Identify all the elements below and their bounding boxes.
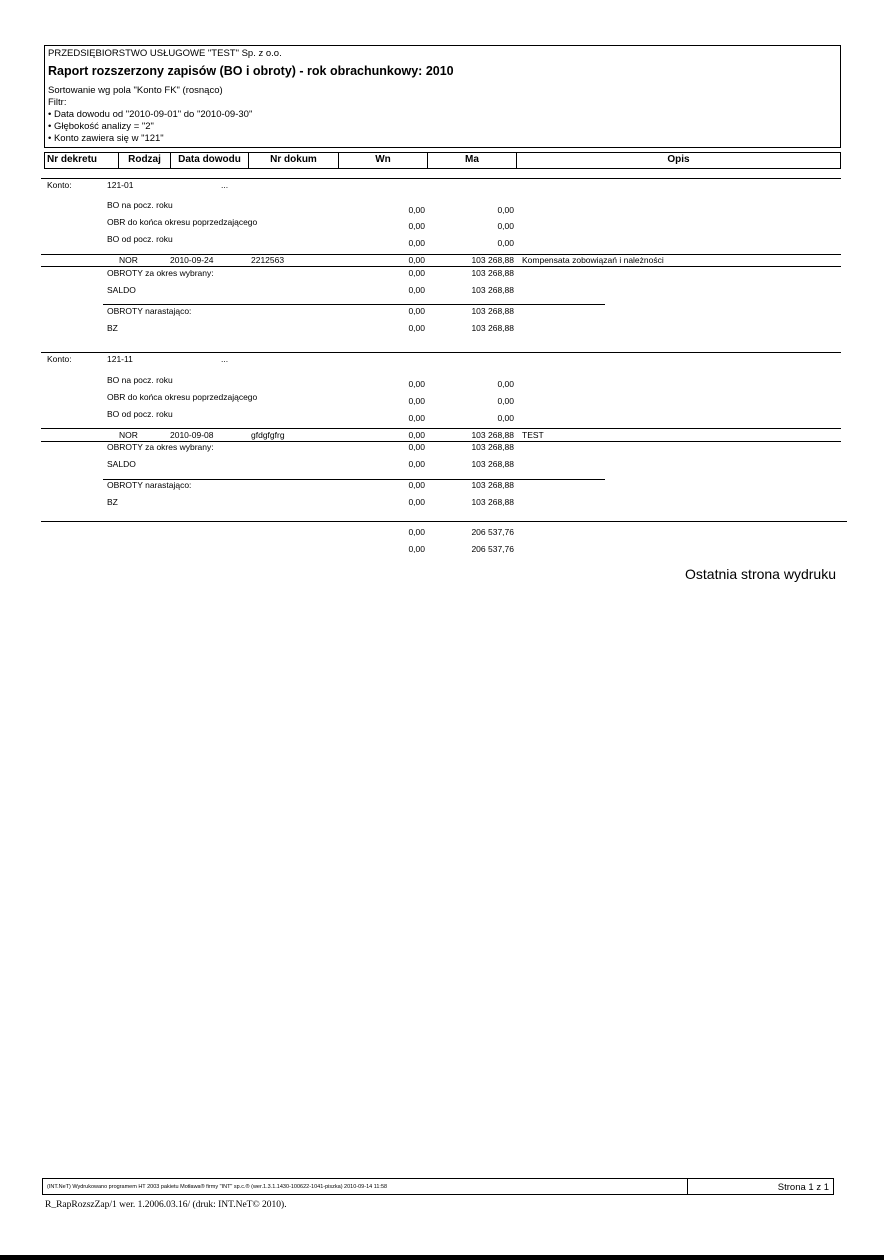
filter-item: • Data dowodu od "2010-09-01" do "2010-09-30" bbox=[48, 109, 253, 120]
entry-description: Kompensata zobowiązań i należności bbox=[522, 255, 664, 265]
bz-wn: 0,00 bbox=[408, 497, 425, 507]
narast-ma: 103 268,88 bbox=[471, 480, 514, 490]
entry-ma: 103 268,88 bbox=[471, 430, 514, 440]
total-wn: 0,00 bbox=[408, 544, 425, 554]
sort-info: Sortowanie wg pola "Konto FK" (rosnąco) bbox=[48, 85, 223, 96]
narast-label: OBROTY narastająco: bbox=[107, 480, 192, 490]
account-number: 121-01 bbox=[107, 180, 134, 190]
bo-wn: 0,00 bbox=[408, 238, 425, 248]
narast-divider bbox=[103, 304, 605, 305]
column-opis: Opis bbox=[667, 154, 690, 165]
entry-rodzaj: NOR bbox=[119, 430, 138, 440]
printed-by-info: (INT.NeT) Wydrukowano programem HT 2003 pakietu Motława® firmy "INT" sp.c.® (wer.1.3.1.1430-100622-1041-piszka) 2010-09-14 11:58 bbox=[47, 1184, 388, 1190]
bo-label: OBR do końca okresu poprzedzającego bbox=[107, 217, 258, 227]
entry-date: 2010-09-24 bbox=[170, 255, 214, 265]
bo-ma: 0,00 bbox=[497, 238, 514, 248]
section-divider bbox=[41, 352, 841, 353]
column-data-dowodu: Data dowodu bbox=[171, 153, 249, 168]
bz-label: BZ bbox=[107, 497, 118, 507]
bo-wn: 0,00 bbox=[408, 396, 425, 406]
total-ma: 206 537,76 bbox=[471, 544, 514, 554]
bo-ma: 0,00 bbox=[497, 221, 514, 231]
narast-label: OBROTY narastająco: bbox=[107, 306, 192, 316]
entry-doc-number: gfdgfgfrg bbox=[251, 430, 285, 440]
column-rodzaj: Rodzaj bbox=[119, 153, 171, 168]
obroty-wn: 0,00 bbox=[408, 268, 425, 278]
report-title: Raport rozszerzony zapisów (BO i obroty) - rok obrachunkowy: 2010 bbox=[48, 64, 454, 78]
obroty-label: OBROTY za okres wybrany: bbox=[107, 442, 214, 452]
account-label: Konto: bbox=[47, 354, 72, 364]
bo-wn: 0,00 bbox=[408, 379, 425, 389]
entry-top-line bbox=[41, 428, 841, 429]
bo-label: OBR do końca okresu poprzedzającego bbox=[107, 392, 258, 402]
company-name: PRZEDSIĘBIORSTWO USŁUGOWE "TEST" Sp. z o.o. bbox=[48, 48, 282, 59]
totals-divider bbox=[41, 521, 847, 522]
bo-ma: 0,00 bbox=[497, 413, 514, 423]
entry-date: 2010-09-08 bbox=[170, 430, 214, 440]
bo-label: BO na pocz. roku bbox=[107, 200, 173, 210]
section-divider bbox=[41, 178, 841, 179]
entry-doc-number: 2212563 bbox=[251, 255, 285, 265]
obroty-label: OBROTY za okres wybrany: bbox=[107, 268, 214, 278]
column-ma: Ma bbox=[428, 153, 517, 168]
saldo-wn: 0,00 bbox=[408, 459, 425, 469]
entry-description: TEST bbox=[522, 430, 544, 440]
narast-wn: 0,00 bbox=[408, 306, 425, 316]
last-page-notice: Ostatnia strona wydruku bbox=[685, 566, 836, 582]
total-wn: 0,00 bbox=[408, 527, 425, 537]
entry-wn: 0,00 bbox=[408, 430, 425, 440]
bz-wn: 0,00 bbox=[408, 323, 425, 333]
obroty-ma: 103 268,88 bbox=[471, 268, 514, 278]
bo-wn: 0,00 bbox=[408, 221, 425, 231]
bo-wn: 0,00 bbox=[408, 413, 425, 423]
filter-label: Filtr: bbox=[48, 97, 67, 108]
footer-divider bbox=[687, 1179, 688, 1194]
saldo-wn: 0,00 bbox=[408, 285, 425, 295]
column-header-row bbox=[44, 152, 841, 169]
bo-label: BO na pocz. roku bbox=[107, 375, 173, 385]
obroty-ma: 103 268,88 bbox=[471, 442, 514, 452]
page-number: Strona 1 z 1 bbox=[777, 1182, 829, 1193]
bo-ma: 0,00 bbox=[497, 396, 514, 406]
saldo-label: SALDO bbox=[107, 459, 136, 469]
total-ma: 206 537,76 bbox=[471, 527, 514, 537]
bo-ma: 0,00 bbox=[497, 205, 514, 215]
bz-ma: 103 268,88 bbox=[471, 323, 514, 333]
column-nr-dokum: Nr dokum bbox=[249, 153, 339, 168]
saldo-label: SALDO bbox=[107, 285, 136, 295]
bo-wn: 0,00 bbox=[408, 205, 425, 215]
narast-wn: 0,00 bbox=[408, 480, 425, 490]
obroty-wn: 0,00 bbox=[408, 442, 425, 452]
column-wn: Wn bbox=[339, 153, 428, 168]
entry-bottom-line bbox=[41, 266, 841, 267]
account-label: Konto: bbox=[47, 180, 72, 190]
bo-label: BO od pocz. roku bbox=[107, 409, 173, 419]
bo-label: BO od pocz. roku bbox=[107, 234, 173, 244]
bz-label: BZ bbox=[107, 323, 118, 333]
bottom-bar bbox=[0, 1255, 884, 1260]
saldo-ma: 103 268,88 bbox=[471, 285, 514, 295]
entry-rodzaj: NOR bbox=[119, 255, 138, 265]
filter-item: • Konto zawiera się w "121" bbox=[48, 133, 164, 144]
page-footer bbox=[42, 1178, 834, 1195]
filter-item: • Głębokość analizy = "2" bbox=[48, 121, 154, 132]
bz-ma: 103 268,88 bbox=[471, 497, 514, 507]
report-id: R_RapRozszZap/1 wer. 1.2006.03.16/ (druk: INT.NeT© 2010). bbox=[45, 1200, 287, 1210]
entry-ma: 103 268,88 bbox=[471, 255, 514, 265]
account-name: ... bbox=[221, 180, 229, 190]
report-header bbox=[44, 45, 841, 148]
saldo-ma: 103 268,88 bbox=[471, 459, 514, 469]
entry-wn: 0,00 bbox=[408, 255, 425, 265]
account-name: ... bbox=[221, 354, 229, 364]
bo-ma: 0,00 bbox=[497, 379, 514, 389]
narast-ma: 103 268,88 bbox=[471, 306, 514, 316]
account-number: 121-11 bbox=[107, 354, 133, 364]
column-nr-dekretu: Nr dekretu bbox=[45, 153, 119, 168]
